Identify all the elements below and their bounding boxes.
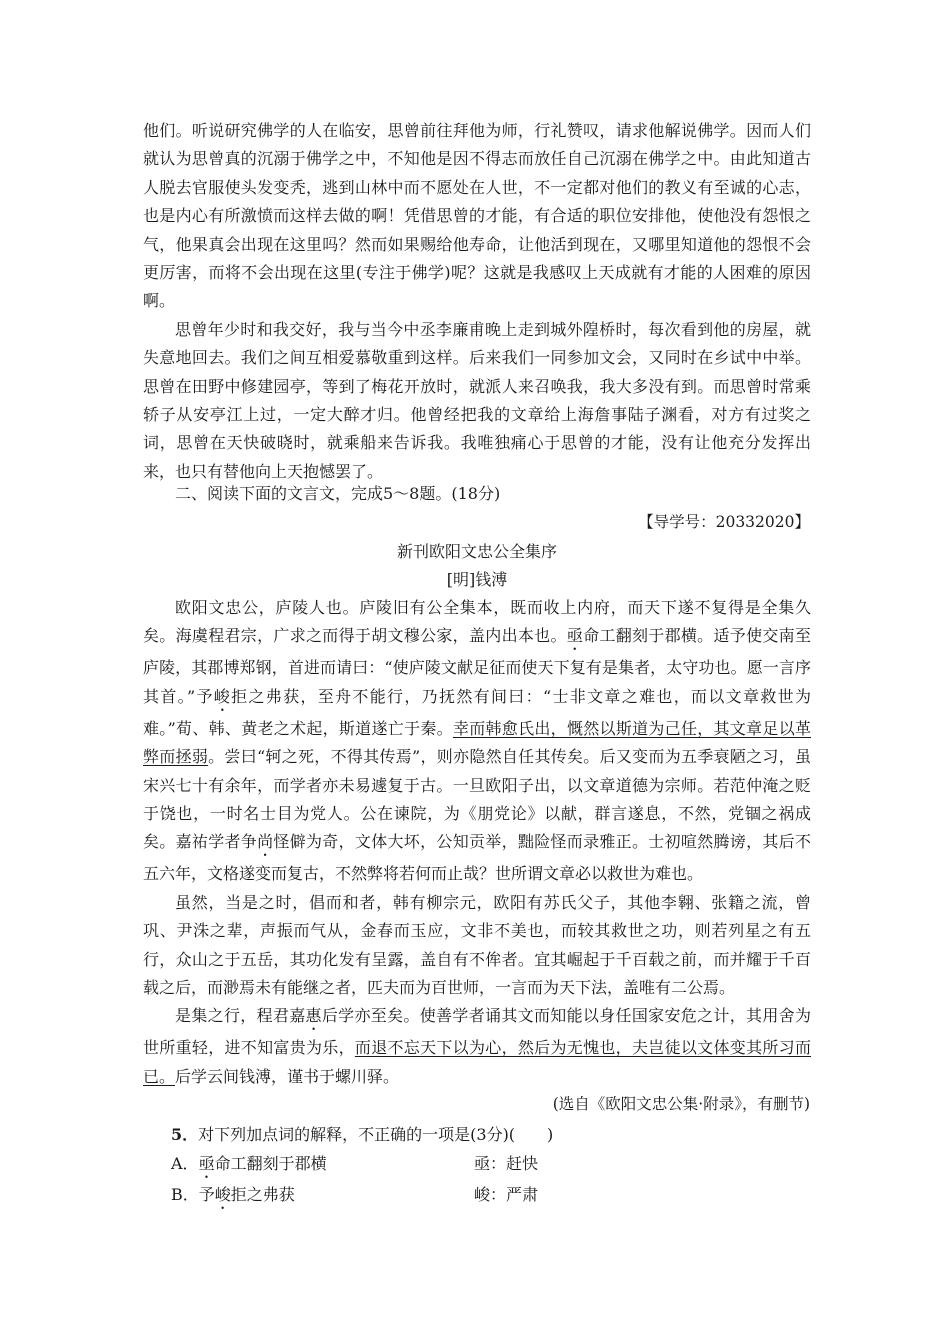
text-run: 拒之弗获，至舟不能行，乃抚然有间曰：“士非文章之难也，而以文章救世为难。”荀、韩、黄老之术起，斯道遂亡于秦。 — [143, 686, 811, 738]
translation-paragraph-1: 他们。听说研究佛学的人在临安，思曾前往拜他为师，行礼赞叹，请求他解说佛学。因而人们就认为思曾真的沉溺于佛学之中，不知他是因不得志而放任自己沉溺在佛学之中。由此知道古人脱去官服使头发变秃，逃到山林中而不愿处在人世，不一定都对他们的教义有至诚的心志，也是内心有所激愤而这样去做的啊！凭借思曾的才能，有合适的职位安排他，使他没有怨恨之气，他果真会出现在这里吗？然而如果赐给他寿命，让他活到现在，又哪里知道他的怨恨不会更厉害，而将不会出现在这里(专注于佛学)呢？这就是我感叹上天成就有才能的人困难的原因啊。 — [143, 121, 811, 311]
dotted-word: 峻 — [213, 686, 232, 706]
option-a-text: 命工翻刻于郡横 — [214, 1154, 327, 1173]
text-run: 。尝曰“轲之死，不得其传焉”，则亦隐然自任其传矣。后又变而为五季衰陋之习，虽宋兴七十有余年，而学者亦未易遽复于古。一旦欧阳子出，以文章道德为宗师。若范仲淹之贬于饶也，一时名士目为党人。公在谏院，为《朋党论》以献，群言遂息，不然，党锢之祸成矣。嘉祐学者争 — [143, 747, 811, 852]
passage-paragraph-3 — [143, 1002, 811, 1091]
option-b-label: B．予 — [171, 1185, 215, 1204]
option-b[interactable] — [171, 1182, 811, 1212]
question-stem-text: 对下列加点词的解释，不正确的一项是(3分)( ) — [198, 1125, 554, 1144]
passage-paragraph-2: 虽然，当是之时，倡而和者，韩有柳宗元，欧阳有苏氏父子，其他李翱、张籍之流，曾巩、尹洙之辈，声振而气从，金春而玉应，文非不美也，而较其救世之功，则若列星之有五行，众山之于五岳，其功化发有呈露，盖自有不侔者。宜其崛起于千百载之前，而并耀于千百载之后，而渺焉未有能继之者，匹夫而为百世师，一言而为天下法，盖唯有二公焉。 — [143, 892, 811, 998]
dotted-word: 惠 — [305, 1006, 322, 1026]
dotted-word: 亟 — [198, 1154, 215, 1173]
dotted-word: 亟 — [566, 626, 584, 646]
underlined-sentence: 幸而韩愈氏出，慨然以斯道为己任，其文章足以革弊而拯弱 — [143, 718, 811, 767]
option-a-label: A． — [171, 1154, 199, 1173]
section-heading — [143, 480, 811, 508]
section-heading-text: 二、阅读下面的文言文，完成5～8题。(18分) — [175, 484, 501, 503]
text-run: 欧阳文忠公，庐陵人也。庐陵旧有公全集本，既而收上内府，而天下遂不复得是全集久矣。海虞程君宗，广求之而得于胡文穆公家，盖内出本也。 — [143, 598, 811, 646]
option-b-definition: 峻：严肃 — [474, 1185, 539, 1204]
translation-block — [143, 117, 811, 486]
text-run: 怪僻为奇，文体大坏，公知贡举，黜险怪而录雅正。士初喧然腾谤，其后不五六年，文格遂变而复古，不然弊将若何而止哉？世所谓文章必以救世为难也。 — [143, 832, 811, 884]
dotted-word: 峻 — [214, 1185, 231, 1204]
passage-title: 新刊欧阳文忠公全集序 — [396, 542, 557, 561]
question-5-stem — [171, 1122, 553, 1145]
passage-block — [143, 594, 811, 1091]
underlined-sentence: 而退不忘天下以为心，然后为无愧也，夫岂徒以文体变其所习而已。 — [143, 1038, 811, 1086]
question-number: 5． — [171, 1125, 199, 1144]
dotted-word: 尚 — [257, 832, 274, 852]
option-a-definition: 亟：赶快 — [474, 1154, 539, 1173]
passage-author: [明]钱溥 — [446, 570, 508, 589]
text-run: 是集之行，程君嘉 — [175, 1006, 306, 1026]
passage-source: (选自《欧阳文忠公集·附录》，有删节) — [552, 1095, 810, 1113]
passage-paragraph-1 — [143, 594, 811, 889]
text-run: 后学亦至矣。使善学者诵其文而知能以身任国家安危之计，其用舍为世所重轻，进不知富贵为乐， — [143, 1006, 811, 1058]
option-a[interactable] — [171, 1151, 811, 1181]
text-run: 命工翻刻于郡横。适予使交南至庐陵，其郡博郑钢，首进而请曰：“使庐陵文献足征而使天下复有是集者，太守功也。愿一言序其首。”予 — [143, 626, 811, 706]
text-run: 后学云间钱溥，谨书于螺川驿。 — [175, 1066, 400, 1086]
guide-number: 【导学号：20332020】 — [638, 513, 810, 531]
translation-paragraph-2: 思曾年少时和我交好，我与当今中丞李廉甫晚上走到城外隍桥时，每次看到他的房屋，就失意地回去。我们之间互相爱慕敬重到这样。后来我们一同参加文会，又同时在乡试中中举。思曾在田野中修建园亭，等到了梅花开放时，就派人来召唤我，我大多没有到。而思曾时常乘轿子从安亭江上过，一定大醉才归。他曾经把我的文章给上海詹事陆子渊看，对方有过奖之词，思曾在天快破晓时，就乘船来告诉我。我唯独痛心于思曾的才能，没有让他充分发挥出来，也只有替他向上天抱憾罢了。 — [143, 319, 811, 481]
option-b-text: 拒之弗获 — [230, 1185, 295, 1204]
